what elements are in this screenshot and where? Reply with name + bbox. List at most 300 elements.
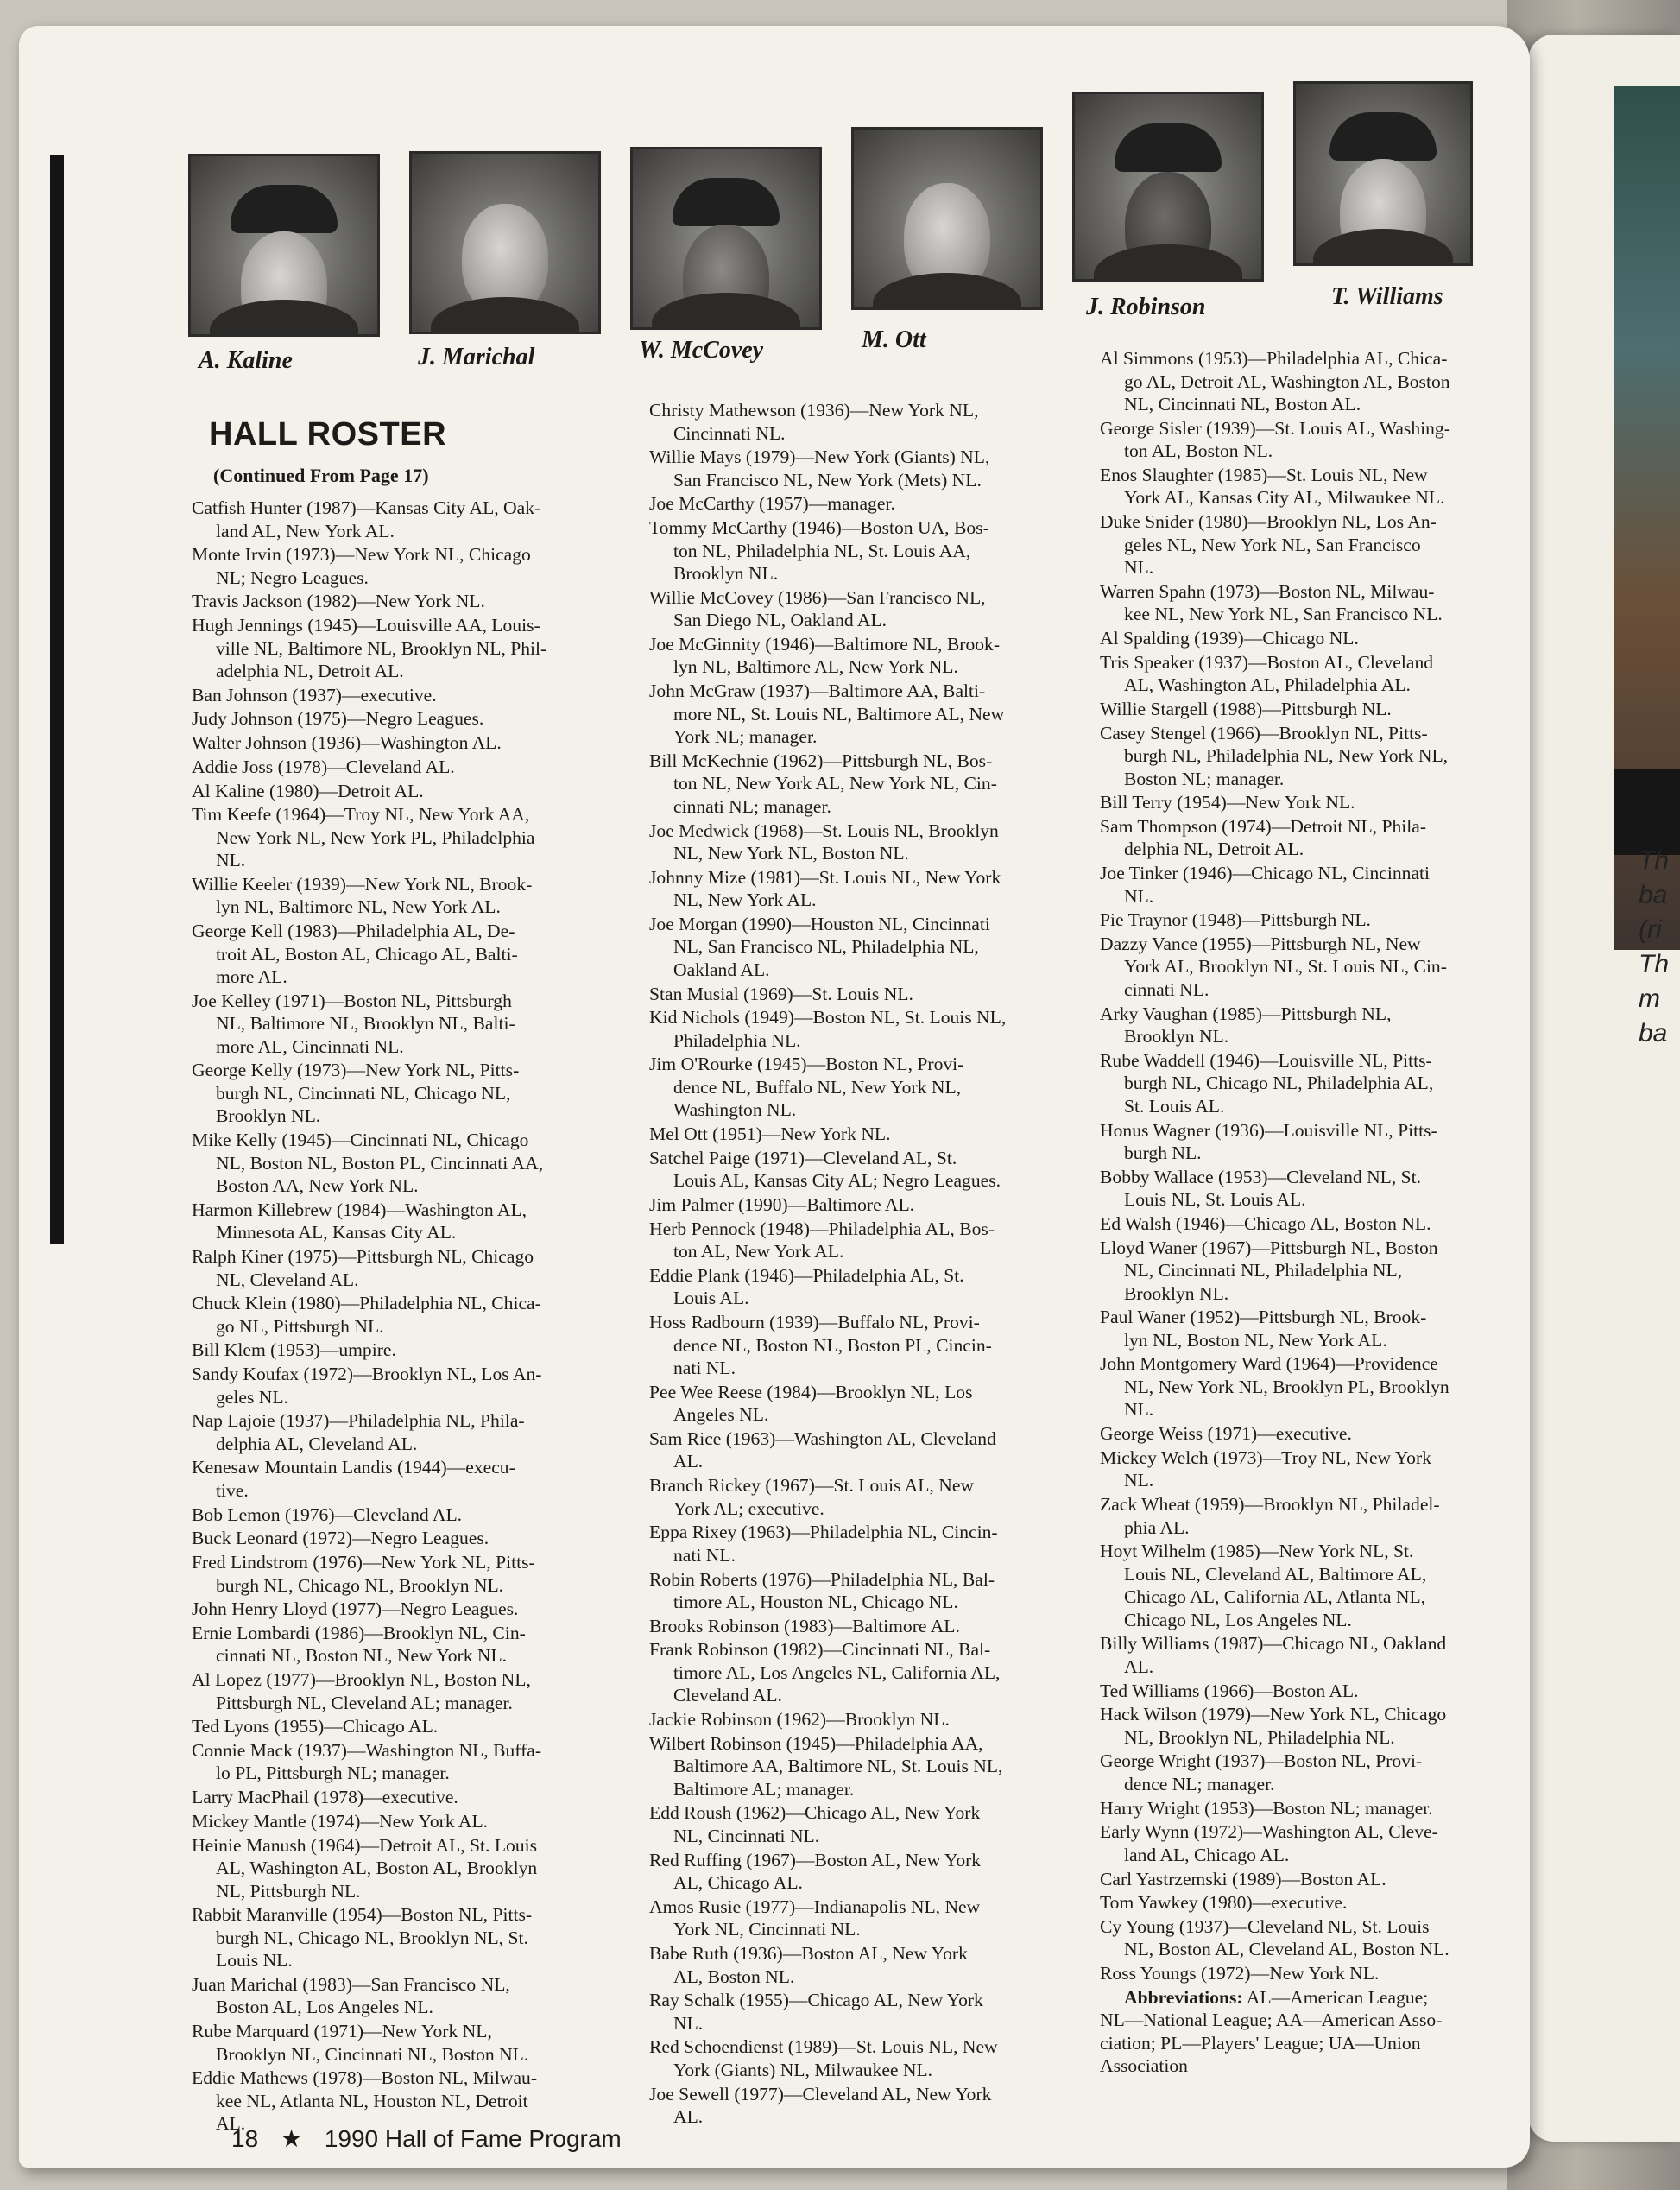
portrait-photo [630,147,822,330]
roster-line: Mickey Mantle (1974)—New York AL. [192,1810,489,1832]
roster-entry [1100,580,1450,626]
roster-line: NL. [1124,1470,1154,1491]
roster-entry [649,1147,1006,1193]
adjacent-page-text: Th [1639,950,1670,978]
roster-line: Baltimore AA, Baltimore NL, St. Louis NL, [673,1756,1003,1777]
roster-line: lo PL, Pittsburgh NL; manager. [216,1763,450,1784]
roster-entry [192,1409,546,1455]
roster-line: AL. [673,1451,704,1472]
roster-line: burgh NL, Chicago NL, Philadelphia AL, [1124,1073,1434,1094]
roster-line: York NL, Cincinnati NL. [673,1919,861,1940]
roster-entry [1100,1422,1450,1446]
roster-line: Red Schoendienst (1989)—St. Louis NL, New [649,2036,998,2058]
roster-line: Rube Waddell (1946)—Louisville NL, Pitts- [1100,1049,1432,1071]
roster-entry [192,1199,546,1244]
roster-line: Joe McGinnity (1946)—Baltimore NL, Brook- [649,633,1001,655]
roster-entry [1100,1212,1450,1236]
roster-line: John Henry Lloyd (1977)—Negro Leagues. [192,1598,519,1620]
roster-entry [192,1456,546,1502]
adjacent-page-text: m [1639,984,1660,1013]
roster-entry [192,990,546,1059]
roster-entry [192,1739,546,1785]
adjacent-page [1528,35,1680,2142]
roster-line: AL. [1124,1655,1154,1677]
roster-line: Louis NL, Cleveland AL, Baltimore AL, [1124,1563,1427,1585]
roster-line: Willie Mays (1979)—New York (Giants) NL, [649,446,990,468]
roster-entry [192,543,546,589]
roster-entry [649,1427,1006,1473]
roster-entry [192,497,546,542]
roster-line: York AL, Brooklyn NL, St. Louis NL, Cin- [1124,956,1447,978]
roster-entry [192,1622,546,1668]
roster-line: Nap Lajoie (1937)—Philadelphia NL, Phila- [192,1410,525,1432]
roster-line: Ted Lyons (1955)—Chicago AL. [192,1716,439,1737]
roster-entry [649,1801,1006,1847]
roster-line: Willie Keeler (1939)—New York NL, Brook- [192,873,533,895]
roster-line: AL, Washington AL, Philadelphia AL. [1124,674,1411,696]
roster-line: dence NL, Buffalo NL, New York NL, [673,1076,962,1098]
portrait-caption: W. McCovey [639,337,764,364]
roster-entry [1100,510,1450,579]
roster-line: Louis AL. [673,1288,749,1309]
roster-line: Edd Roush (1962)—Chicago AL, New York [649,1802,981,1824]
roster-line: Red Ruffing (1967)—Boston AL, New York [649,1849,982,1870]
roster-entry [1100,1750,1450,1795]
roster-line: Sandy Koufax (1972)—Brooklyn NL, Los An- [192,1364,542,1385]
roster-entry [192,590,546,613]
roster-line: Boston AA, New York NL. [216,1175,419,1197]
roster-entry [649,586,1006,632]
roster-line: ville NL, Baltimore NL, Brooklyn NL, Phil- [216,637,547,659]
roster-line: go AL, Detroit AL, Washington AL, Boston [1124,370,1450,392]
roster-entry [192,1339,546,1362]
roster-line: Casey Stengel (1966)—Brooklyn NL, Pitts- [1100,722,1428,744]
roster-line: NL, Cincinnati NL, Boston AL. [1124,394,1361,415]
roster-line: Billy Williams (1987)—Chicago NL, Oakland [1100,1633,1447,1655]
adjacent-page-text: ba [1639,881,1668,909]
roster-line: timore AL, Houston NL, Chicago NL. [673,1592,958,1612]
roster-entry [649,680,1006,749]
page-number: 18 [231,2125,259,2152]
roster-entry [192,1973,546,2019]
roster-entry [1100,464,1450,510]
portrait-photo [1293,81,1473,266]
roster-line: lyn NL, Baltimore NL, New York AL. [216,896,501,918]
roster-line: Jim Palmer (1990)—Baltimore AL. [649,1194,915,1215]
roster-line: Fred Lindstrom (1976)—New York NL, Pitts- [192,1552,535,1573]
roster-line: Louis NL, St. Louis AL. [1124,1189,1306,1211]
roster-line: Willie Stargell (1988)—Pittsburgh NL. [1100,698,1392,719]
roster-line: cinnati NL; manager. [673,795,831,817]
roster-entry [1100,417,1450,463]
roster-line: Lloyd Waner (1967)—Pittsburgh NL, Boston [1100,1237,1438,1258]
roster-line: Boston AL, Los Angeles NL. [216,1997,433,2018]
roster-line: New York NL, New York PL, Philadelphia [216,826,535,848]
roster-column [649,399,1006,2130]
roster-line: Catfish Hunter (1987)—Kansas City AL, Oak- [192,497,541,518]
roster-line: Joe McCarthy (1957)—manager. [649,493,895,515]
roster-entry [192,1786,546,1809]
portrait-caption: T. Williams [1331,283,1443,310]
roster-line: kee NL, New York NL, San Francisco NL. [1124,604,1443,625]
roster-line: George Weiss (1971)—executive. [1100,1423,1352,1445]
roster-entry [649,1989,1006,2035]
adjacent-page-text: Th [1639,846,1670,875]
roster-line: Bill Klem (1953)—umpire. [192,1339,396,1361]
roster-line: burgh NL. [1124,1142,1202,1163]
roster-line: Early Wynn (1972)—Washington AL, Cleve- [1100,1821,1438,1843]
roster-line: NL, Baltimore NL, Brooklyn NL, Balti- [216,1013,515,1035]
roster-line: Al Spalding (1939)—Chicago NL. [1100,627,1359,649]
roster-line: Brooklyn NL. [216,1105,321,1127]
roster-line: NL. [1124,885,1154,907]
roster-line: Heinie Manush (1964)—Detroit AL, St. Louis [192,1834,538,1856]
roster-entry [192,1715,546,1738]
abbreviations-label: Abbreviations: [1124,1986,1243,2008]
roster-entry [1100,722,1450,791]
roster-line: Pie Traynor (1948)—Pittsburgh NL. [1100,909,1371,931]
roster-line: ton AL, Boston NL. [1124,440,1273,462]
roster-entry [649,1942,1006,1988]
roster-line: delphia NL, Detroit AL. [1124,839,1304,860]
roster-line: Hoyt Wilhelm (1985)—New York NL, St. [1100,1541,1414,1562]
roster-entry [192,1810,546,1833]
roster-line: adelphia NL, Detroit AL. [216,661,404,682]
roster-line: Joe Morgan (1990)—Houston NL, Cincinnati [649,913,990,934]
roster-entry [1100,815,1450,861]
roster-line: lyn NL, Boston NL, New York AL. [1124,1329,1387,1351]
roster-line: kee NL, Atlanta NL, Houston NL, Detroit [216,2090,528,2111]
roster-line: York AL; executive. [673,1497,824,1519]
roster-line: nati NL. [673,1544,736,1566]
roster-line: Philadelphia NL. [673,1029,801,1051]
roster-line: Joe Medwick (1968)—St. Louis NL, Brooklyn [649,820,999,841]
roster-entry [192,1059,546,1128]
roster-line: Monte Irvin (1973)—New York NL, Chicago [192,544,531,566]
roster-line: Rabbit Maranville (1954)—Boston NL, Pitts- [192,1904,533,1926]
roster-entry [1100,1446,1450,1492]
roster-line: ton NL, New York AL, New York NL, Cin- [673,773,997,794]
roster-line: burgh NL, Chicago NL, Brooklyn NL, St. [216,1927,528,1948]
roster-line: NL; Negro Leagues. [216,566,369,588]
roster-entry [1100,908,1450,932]
page-edge-bar [50,155,64,1244]
roster-entry [649,1708,1006,1731]
roster-line: Christy Mathewson (1936)—New York NL, [649,400,979,421]
roster-entry [1100,1632,1450,1678]
roster-entry [192,684,546,707]
roster-line: Judy Johnson (1975)—Negro Leagues. [192,708,484,730]
roster-line: NL, Cleveland AL. [216,1269,359,1290]
roster-line: go NL, Pittsburgh NL. [216,1315,384,1337]
roster-entry [649,1123,1006,1146]
roster-line: Kid Nichols (1949)—Boston NL, St. Louis NL, [649,1007,1007,1029]
roster-line: NL. [1124,1399,1154,1421]
roster-entry [649,820,1006,865]
roster-entry [649,2035,1006,2081]
roster-entry [1100,347,1450,416]
roster-line: San Diego NL, Oakland AL. [673,610,887,631]
roster-line: Tom Yawkey (1980)—executive. [1100,1892,1348,1914]
roster-line: Zack Wheat (1959)—Brooklyn NL, Philadel- [1100,1494,1440,1515]
roster-line: phia AL. [1124,1516,1190,1538]
roster-line: Rube Marquard (1971)—New York NL, [192,2021,492,2042]
roster-line: Brooklyn NL. [673,563,779,585]
roster-entry [192,1551,546,1597]
roster-entry [649,1615,1006,1638]
roster-column [192,497,546,2136]
roster-entry [1100,1915,1450,1961]
roster-line: Al Simmons (1953)—Philadelphia AL, Chica- [1100,348,1448,369]
roster-line: Pittsburgh NL, Cleveland AL; manager. [216,1692,513,1713]
roster-line: AL. [673,2106,704,2128]
roster-line: NL, Brooklyn NL, Philadelphia NL. [1124,1726,1395,1748]
roster-entry [649,1264,1006,1310]
roster-line: Brooks Robinson (1983)—Baltimore AL. [649,1615,960,1636]
roster-line: Amos Rusie (1977)—Indianapolis NL, New [649,1896,981,1917]
roster-line: more NL, St. Louis NL, Baltimore AL, New [673,703,1005,725]
roster-entry [649,1311,1006,1380]
roster-line: Pee Wee Reese (1984)—Brooklyn NL, Los [649,1381,973,1402]
roster-line: Oakland AL. [673,959,770,980]
continued-note: (Continued From Page 17) [213,465,429,486]
roster-entry [192,1527,546,1550]
roster-line: Baltimore AL; manager. [673,1778,855,1800]
roster-entry [192,1292,546,1338]
roster-line: Ernie Lombardi (1986)—Brooklyn NL, Cin- [192,1622,526,1643]
roster-line: Washington NL. [673,1099,797,1121]
roster-entry [649,866,1006,912]
roster-line: Eddie Plank (1946)—Philadelphia AL, St. [649,1264,964,1286]
roster-entry [1100,1166,1450,1212]
roster-line: Warren Spahn (1973)—Boston NL, Milwau- [1100,580,1435,602]
roster-line: Dazzy Vance (1955)—Pittsburgh NL, New [1100,933,1421,954]
roster-column [1100,347,1450,2079]
roster-entry [192,1245,546,1291]
roster-line: Connie Mack (1937)—Washington NL, Buffa- [192,1739,542,1761]
roster-line: Cy Young (1937)—Cleveland NL, St. Louis [1100,1915,1430,1937]
roster-line: Branch Rickey (1967)—St. Louis AL, New [649,1475,975,1497]
roster-entry [192,920,546,989]
roster-entry [1100,698,1450,721]
roster-line: John Montgomery Ward (1964)—Providence [1100,1353,1438,1375]
roster-line: Sam Thompson (1974)—Detroit NL, Phila- [1100,815,1427,837]
roster-entry [649,1474,1006,1520]
roster-line: burgh NL, Cincinnati NL, Chicago NL, [216,1082,511,1104]
roster-entry [649,1521,1006,1567]
roster-line: Ted Williams (1966)—Boston AL. [1100,1680,1359,1701]
roster-entry [192,1668,546,1714]
roster-line: Tris Speaker (1937)—Boston AL, Cleveland [1100,651,1434,673]
roster-entry [1100,1797,1450,1820]
roster-line: Willie McCovey (1986)—San Francisco NL, [649,586,986,608]
roster-line: Chicago NL, Los Angeles NL. [1124,1609,1352,1630]
roster-line: Minnesota AL, Kansas City AL. [216,1222,457,1244]
roster-line: Ed Walsh (1946)—Chicago AL, Boston NL. [1100,1212,1431,1234]
roster-entry [1100,1003,1450,1048]
roster-line: Ray Schalk (1955)—Chicago AL, New York [649,1990,983,2011]
roster-line: geles NL, New York NL, San Francisco [1124,534,1421,555]
roster-line: Hack Wilson (1979)—New York NL, Chicago [1100,1704,1447,1725]
roster-line: Ban Johnson (1937)—executive. [192,684,437,706]
portrait-photo [1072,92,1264,282]
roster-line: Babe Ruth (1936)—Boston AL, New York [649,1943,968,1964]
roster-line: Tommy McCarthy (1946)—Boston UA, Bos- [649,517,989,539]
portrait-photo [188,154,380,337]
roster-line: NL, San Francisco NL, Philadelphia NL, [673,936,979,958]
roster-line: Duke Snider (1980)—Brooklyn NL, Los An- [1100,511,1437,533]
roster-entry [1100,1820,1450,1866]
roster-line: York AL, Kansas City AL, Milwaukee NL. [1124,487,1445,509]
roster-line: Hoss Radbourn (1939)—Buffalo NL, Provi- [649,1312,980,1333]
roster-entry [649,633,1006,679]
roster-line: Angeles NL. [673,1404,769,1426]
abbreviations-text: AL—American League; [1246,1986,1429,2008]
roster-line: Enos Slaughter (1985)—St. Louis NL, New [1100,464,1428,485]
roster-entry [649,1218,1006,1263]
adjacent-page-band [1614,769,1680,855]
roster-line: Bobby Wallace (1953)—Cleveland NL, St. [1100,1166,1422,1187]
roster-entry [1100,1352,1450,1421]
roster-entry [649,492,1006,516]
roster-entry [192,803,546,872]
roster-entry [649,1638,1006,1707]
roster-entry [1100,862,1450,908]
roster-line: Mike Kelly (1945)—Cincinnati NL, Chicago [192,1130,529,1151]
roster-line: AL, Chicago AL. [673,1872,803,1894]
portrait-photo [409,151,601,334]
roster-entry [1100,1680,1450,1703]
roster-line: Herb Pennock (1948)—Philadelphia AL, Bos- [649,1218,995,1239]
roster-line: Sam Rice (1963)—Washington AL, Cleveland [649,1427,996,1449]
roster-line: George Sisler (1939)—St. Louis AL, Washing- [1100,417,1450,439]
roster-entry [1100,1540,1450,1631]
roster-line: Tim Keefe (1964)—Troy NL, New York AA, [192,804,530,826]
roster-entry [192,873,546,919]
roster-line: Travis Jackson (1982)—New York NL. [192,591,485,612]
roster-line: Al Lopez (1977)—Brooklyn NL, Boston NL, [192,1669,531,1691]
roster-line: Buck Leonard (1972)—Negro Leagues. [192,1528,489,1549]
roster-line: Louis NL. [216,1950,293,1972]
roster-line: Robin Roberts (1976)—Philadelphia NL, Bal- [649,1568,995,1590]
roster-line: San Francisco NL, New York (Mets) NL. [673,469,982,491]
roster-line: George Kell (1983)—Philadelphia AL, De- [192,921,515,942]
roster-entry [1100,933,1450,1002]
roster-line: Boston NL; manager. [1124,768,1285,789]
roster-line: Juan Marichal (1983)—San Francisco NL, [192,1973,510,1995]
roster-entry [1100,1703,1450,1749]
roster-line: Bob Lemon (1976)—Cleveland AL. [192,1503,463,1525]
roster-entry [649,516,1006,585]
roster-line: St. Louis AL. [1124,1095,1225,1117]
roster-line: Jackie Robinson (1962)—Brooklyn NL. [649,1709,950,1731]
roster-line: Mel Ott (1951)—New York NL. [649,1123,891,1145]
roster-entry [649,2083,1006,2129]
roster-line: Honus Wagner (1936)—Louisville NL, Pitts- [1100,1119,1437,1141]
roster-entry [192,707,546,731]
roster-line: Addie Joss (1978)—Cleveland AL. [192,756,455,777]
roster-line: Arky Vaughan (1985)—Pittsburgh NL, [1100,1003,1392,1024]
roster-entry [649,1849,1006,1895]
roster-line: NL, Boston AL, Cleveland AL, Boston NL. [1124,1939,1449,1960]
roster-line: more AL, Cincinnati NL. [216,1035,404,1057]
roster-line: timore AL, Los Angeles NL, California AL, [673,1661,1001,1683]
roster-line: Joe Kelley (1971)—Boston NL, Pittsburgh [192,990,512,1011]
roster-line: Harmon Killebrew (1984)—Washington AL, [192,1199,527,1220]
roster-line: AL, Washington AL, Boston AL, Brooklyn [216,1858,538,1878]
roster-line: NL, New York NL, Brooklyn PL, Brooklyn [1124,1376,1449,1397]
roster-line: ton NL, Philadelphia NL, St. Louis AA, [673,540,971,561]
roster-entry [649,1053,1006,1122]
roster-entry [649,1193,1006,1217]
roster-line: Frank Robinson (1982)—Cincinnati NL, Bal- [649,1639,991,1661]
roster-line: NL, New York NL, Boston NL. [673,843,909,864]
roster-line: Al Kaline (1980)—Detroit AL. [192,780,424,801]
roster-entry [1100,1306,1450,1351]
roster-line: Eppa Rixey (1963)—Philadelphia NL, Cincin- [649,1522,998,1543]
roster-line: Louis AL, Kansas City AL; Negro Leagues. [673,1170,1001,1192]
roster-line: Brooklyn NL, Cincinnati NL, Boston NL. [216,2043,529,2065]
roster-line: Mickey Welch (1973)—Troy NL, New York [1100,1446,1431,1468]
roster-entry [649,750,1006,819]
roster-line: NL. [216,850,246,871]
roster-entry [192,2020,546,2066]
adjacent-page-text: (ri [1639,915,1662,944]
roster-line: George Wright (1937)—Boston NL, Provi- [1100,1750,1423,1772]
roster-line: burgh NL, Chicago NL, Brooklyn NL. [216,1574,504,1596]
roster-line: Joe Sewell (1977)—Cleveland AL, New York [649,2083,992,2105]
abbreviations-text: ciation; PL—Players' League; UA—Union [1100,2032,1421,2054]
roster-entry [1100,1119,1450,1165]
roster-entry [192,1903,546,1972]
roster-line: cinnati NL, Boston NL, New York NL. [216,1645,508,1667]
roster-entry [1100,1962,1450,1985]
portrait-photo [851,127,1043,310]
roster-entry [1100,1237,1450,1306]
roster-line: Eddie Mathews (1978)—Boston NL, Milwau- [192,2067,538,2089]
roster-line: tive. [216,1479,249,1501]
roster-entry [192,1834,546,1903]
roster-entry [1100,651,1450,697]
portrait-caption: M. Ott [862,326,926,353]
roster-line: Cleveland AL. [673,1685,782,1706]
roster-entries [1100,347,1450,1985]
roster-line: Chicago AL, California AL, Atlanta NL, [1124,1586,1426,1608]
roster-line: Hugh Jennings (1945)—Louisville AA, Louis- [192,615,540,636]
abbreviations-text: Association [1100,2055,1188,2077]
roster-line: John McGraw (1937)—Baltimore AA, Balti- [649,680,986,702]
roster-entry [192,1503,546,1527]
roster-entry [649,913,1006,982]
roster-line: ton AL, New York AL. [673,1241,844,1263]
roster-line: Cincinnati NL. [673,422,786,444]
roster-line: troit AL, Boston AL, Chicago AL, Balti- [216,943,518,965]
roster-entry [192,1598,546,1621]
roster-entry [649,1732,1006,1801]
roster-line: delphia AL, Cleveland AL. [216,1433,418,1454]
roster-line: dence NL, Boston NL, Boston PL, Cincin- [673,1334,992,1356]
publication-name: 1990 Hall of Fame Program [324,2125,622,2152]
roster-entry [1100,1891,1450,1915]
roster-line: Stan Musial (1969)—St. Louis NL. [649,983,913,1004]
roster-line: Ross Youngs (1972)—New York NL. [1100,1963,1380,1984]
roster-line: Kenesaw Mountain Landis (1944)—execu- [192,1457,515,1478]
roster-line: more AL. [216,966,287,988]
roster-line: George Kelly (1973)—New York NL, Pitts- [192,1060,520,1081]
roster-line: Johnny Mize (1981)—St. Louis NL, New York [649,866,1001,888]
portrait-caption: A. Kaline [199,347,293,374]
star-icon: ★ [280,2125,303,2152]
